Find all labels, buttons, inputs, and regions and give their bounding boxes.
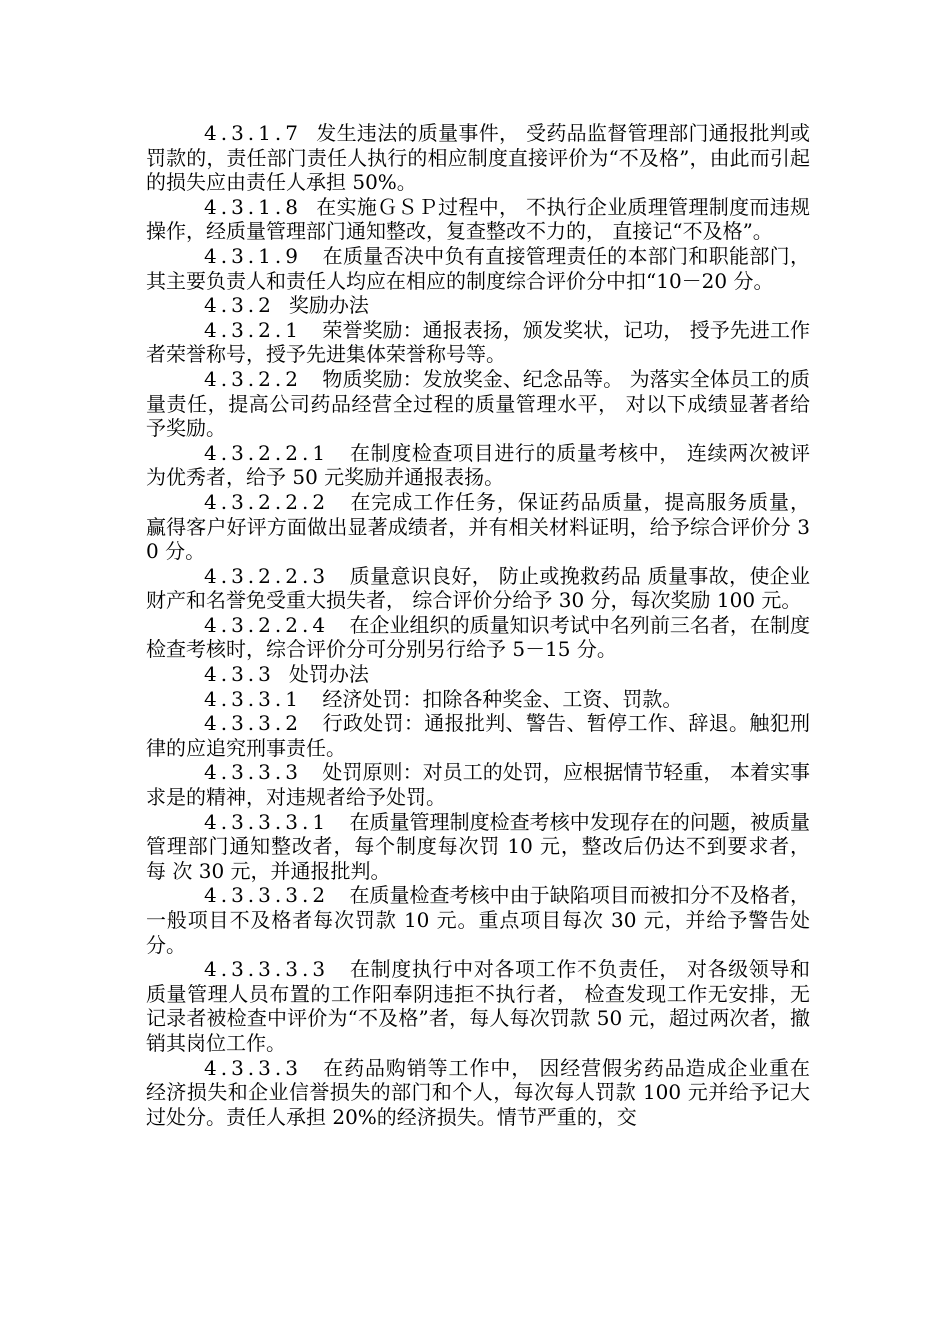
clause-text: 经济处罚：扣除各种奖金、工资、罚款。 <box>315 686 683 711</box>
clause-text: 在实施ＧＳＰ过程中， 不执行企业质理管理制度而违规操作，经质量管理部门通知整改，复查整改不力的， 直接记“不及格”。 <box>146 194 810 244</box>
paragraph-4-3-3-3-1 <box>146 810 810 884</box>
paragraph-4-3-1-8 <box>146 195 810 244</box>
clause-text: 在制度执行中对各项工作不负责任， 对各级领导和质量管理人员布置的工作阳奉阴违拒不执行者， 检查发现工作无安排，无记录者被检查中评价为“不及格”者，每人每次罚款 50 元，超过两次者，撤销其岗位工作。 <box>146 957 810 1055</box>
paragraph-4-3-3-2 <box>146 711 810 760</box>
paragraph-4-3-3-3-final <box>146 1056 810 1130</box>
paragraph-4-3-3-1 <box>146 687 810 712</box>
clause-number: 4.3.1.8 <box>204 194 302 219</box>
paragraph-4-3-3-3-3 <box>146 957 810 1055</box>
clause-number: 4.3.2.2.2 <box>204 489 330 514</box>
paragraph-4-3-3-3-2 <box>146 883 810 957</box>
clause-text: 行政处罚：通报批判、警告、暂停工作、辞退。触犯刑律的应追究刑事责任。 <box>146 711 810 760</box>
paragraph-4-3-1-7 <box>146 121 810 195</box>
clause-number: 4.3.1.9 <box>204 243 302 268</box>
clause-number: 4.3.2.2.1 <box>204 440 330 465</box>
paragraph-4-3-2-2-1 <box>146 441 810 490</box>
clause-number: 4.3.3.3 <box>204 1055 302 1080</box>
paragraph-4-3-2-2-3 <box>146 564 810 613</box>
section-heading-penalty <box>146 662 810 687</box>
clause-text: 物质奖励：发放奖金、纪念品等。 为落实全体员工的质量责任，提高公司药品经营全过程的质量管理水平， 对以下成绩显著者给予奖励。 <box>146 366 810 441</box>
clause-text: 在质量管理制度检查考核中发现存在的问题，被质量管理部门通知整改者，每个制度每次罚 10 元，整改后仍达不到要求者， 每 次 30 元，并通报批判。 <box>146 809 810 883</box>
paragraph-4-3-2-1 <box>146 318 810 367</box>
paragraph-4-3-3-3 <box>146 760 810 809</box>
clause-number: 4.3.3.3.2 <box>204 883 330 908</box>
clause-number: 4.3.3.3.3 <box>204 957 330 982</box>
clause-text: 处罚原则：对员工的处罚，应根据情节轻重， 本着实事求是的精神，对违规者给予处罚。 <box>146 760 810 810</box>
clause-text: 发生违法的质量事件， 受药品监督管理部门通报批判或罚款的，责任部门责任人执行的相应制度直接评价为“不及格”，由此而引起的损失应由责任人承担 50%。 <box>146 121 810 195</box>
clause-text: 在完成工作任务，保证药品质量，提高服务质量， 赢得客户好评方面做出显著成绩者，并有相关材料证明，给予综合评价分 30 分。 <box>146 489 810 564</box>
clause-number: 4.3.2.1 <box>204 317 302 342</box>
paragraph-4-3-2-2 <box>146 367 810 441</box>
paragraph-4-3-1-9 <box>146 244 810 293</box>
clause-text: 质量意识良好， 防止或挽救药品 质量事故，使企业财产和名誉免受重大损失者， 综合评价分给予 30 分，每次奖励 100 元。 <box>146 563 810 613</box>
clause-number: 4.3.3.1 <box>204 686 302 711</box>
clause-text: 处罚办法 <box>288 662 369 687</box>
clause-number: 4.3.2.2 <box>204 366 302 391</box>
clause-text: 在制度检查项目进行的质量考核中， 连续两次被评为优秀者，给予 50 元奖励并通报表扬。 <box>146 440 810 490</box>
clause-text: 在质量否决中负有直接管理责任的本部门和职能部门，其主要负责人和责任人均应在相应的制度综合评价分中扣“10－20 分。 <box>146 243 810 293</box>
clause-text: 奖励办法 <box>288 293 369 318</box>
document-body <box>146 121 810 1129</box>
clause-number: 4.3.3.3 <box>204 760 302 785</box>
clause-number: 4.3.3.3.1 <box>204 809 330 834</box>
clause-text: 在企业组织的质量知识考试中名列前三名者，在制度检查考核时，综合评价分可分别另行给予 5－15 分。 <box>146 612 810 662</box>
paragraph-4-3-2-2-4 <box>146 613 810 662</box>
clause-number: 4.3.1.7 <box>204 121 302 145</box>
clause-text: 在药品购销等工作中， 因经营假劣药品造成企业重在 经济损失和企业信誉损失的部门和个人，每次每人罚款 100 元并给予记大过处分。责任人承担 20%的经济损失。情节严重的，交 <box>146 1055 810 1129</box>
clause-number: 4.3.2 <box>204 293 275 318</box>
clause-number: 4.3.2.2.4 <box>204 612 330 637</box>
clause-number: 4.3.2.2.3 <box>204 563 330 588</box>
clause-text: 荣誉奖励：通报表扬，颁发奖状，记功， 授予先进工作者荣誉称号，授予先进集体荣誉称号等。 <box>146 317 810 367</box>
section-heading-reward <box>146 293 810 318</box>
paragraph-4-3-2-2-2 <box>146 490 810 564</box>
clause-text: 在质量检查考核中由于缺陷项目而被扣分不及格者，一般项目不及格者每次罚款 10 元。重点项目每次 30 元，并给予警告处分。 <box>146 883 810 957</box>
clause-number: 4.3.3 <box>204 662 275 687</box>
clause-number: 4.3.3.2 <box>204 711 302 736</box>
